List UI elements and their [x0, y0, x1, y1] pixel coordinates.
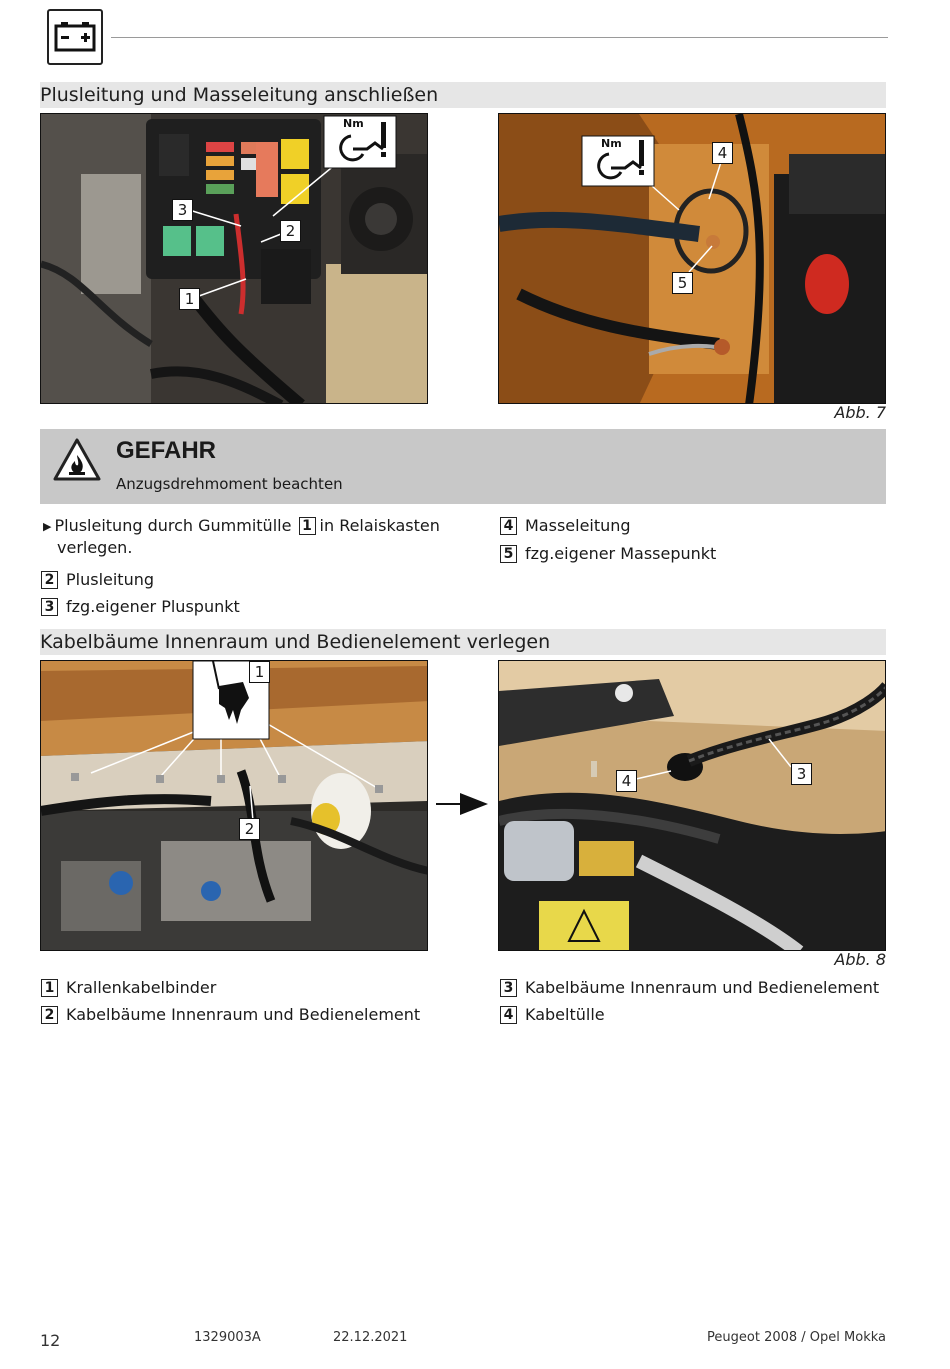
- legend-text: Kabeltülle: [525, 1005, 605, 1024]
- legend-text: Masseleitung: [525, 516, 631, 535]
- legend-item: [500, 1004, 605, 1026]
- item-number: 2: [41, 571, 58, 589]
- legend-item: [41, 596, 240, 618]
- callout: 3: [791, 763, 812, 785]
- legend-item: [41, 1004, 420, 1026]
- danger-message: Anzugsdrehmoment beachten: [116, 475, 343, 493]
- danger-title: GEFAHR: [116, 437, 217, 464]
- figure-caption: Abb. 8: [834, 950, 886, 969]
- legend-text: Kabelbäume Innenraum und Bedienelement: [525, 978, 880, 997]
- legend-item: [41, 977, 216, 999]
- legend-text: Krallenkabelbinder: [66, 978, 217, 997]
- step-text: verlegen.: [57, 538, 133, 557]
- callout: 5: [672, 272, 693, 294]
- figure-caption: Abb. 7: [834, 403, 886, 422]
- item-number: 4: [500, 517, 517, 535]
- doc-number: 1329003A: [194, 1330, 261, 1345]
- callout: 2: [280, 220, 301, 242]
- legend-item: [41, 569, 154, 591]
- legend-item: [500, 543, 716, 565]
- bullet-arrow-icon: ▶: [43, 520, 52, 533]
- photo-grommet: [498, 660, 886, 951]
- callout: 2: [239, 818, 260, 840]
- item-number: 4: [500, 1006, 517, 1024]
- arrow-right-icon: [436, 790, 490, 818]
- callout: 4: [712, 142, 733, 164]
- legend-item: [500, 515, 631, 537]
- photo-relay-box: [40, 113, 428, 404]
- legend-text: Plusleitung: [66, 570, 155, 589]
- item-number: 3: [41, 598, 58, 616]
- item-number: 5: [500, 545, 517, 563]
- photo-ground-point: [498, 113, 886, 404]
- torque-label: Nm: [601, 137, 622, 150]
- item-number: 1: [41, 979, 58, 997]
- battery-icon: [53, 19, 97, 57]
- callout: 4: [616, 770, 637, 792]
- section-heading: Plusleitung und Masseleitung anschließen: [40, 82, 886, 108]
- photo-engine-bay: [40, 660, 428, 951]
- page-number: 12: [40, 1331, 61, 1350]
- doc-date: 22.12.2021: [333, 1330, 408, 1345]
- vehicle-model: Peugeot 2008 / Opel Mokka: [707, 1330, 886, 1345]
- step-text: in Relaiskasten: [319, 516, 440, 535]
- legend-text: fzg.eigener Massepunkt: [525, 544, 717, 563]
- header-rule: [111, 37, 888, 38]
- callout: 1: [179, 288, 200, 310]
- torque-label: Nm: [343, 117, 364, 130]
- section-heading: Kabelbäume Innenraum und Bedienelement verlegen: [40, 629, 886, 655]
- legend-text: fzg.eigener Pluspunkt: [66, 597, 240, 616]
- fire-warning-icon: [52, 437, 102, 483]
- item-number: 3: [500, 979, 517, 997]
- item-number: 2: [41, 1006, 58, 1024]
- callout: 1: [249, 661, 270, 683]
- legend-item: [500, 977, 879, 999]
- danger-box: [40, 429, 886, 504]
- step-text: Plusleitung durch Gummitülle: [54, 516, 292, 535]
- callout: 3: [172, 199, 193, 221]
- legend-text: Kabelbäume Innenraum und Bedienelement: [66, 1005, 421, 1024]
- item-number: 1: [299, 517, 316, 535]
- battery-section-icon: [47, 9, 103, 65]
- instruction-step: [43, 515, 453, 538]
